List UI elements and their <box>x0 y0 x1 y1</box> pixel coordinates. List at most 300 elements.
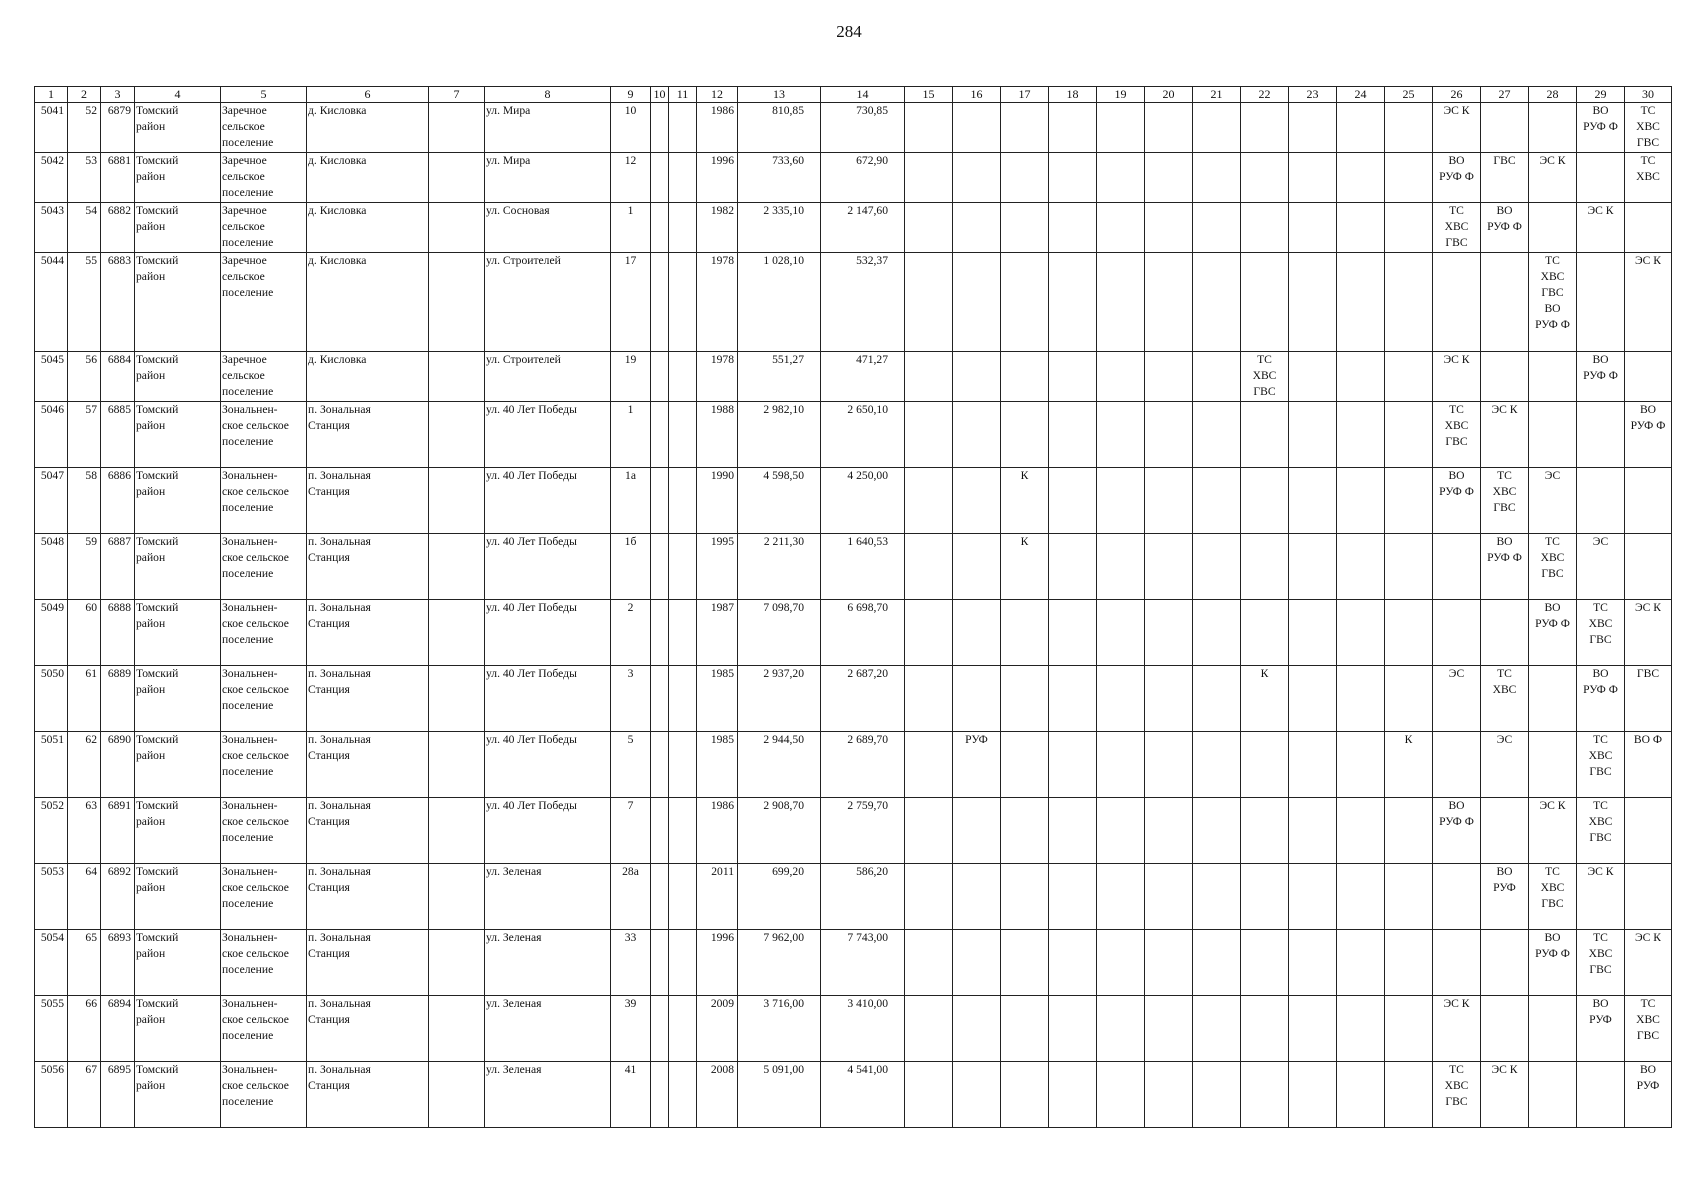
cell-col-2: 65 <box>68 930 101 996</box>
column-header-18: 18 <box>1049 87 1097 103</box>
table-row <box>35 666 1672 732</box>
cell-col-2: 55 <box>68 253 101 352</box>
cell-col-3: 6894 <box>101 996 135 1062</box>
cell-col-26: ВО РУФ Ф <box>1433 153 1481 203</box>
cell-col-21 <box>1193 534 1241 600</box>
cell-col-23 <box>1289 666 1337 732</box>
cell-col-14: 672,90 <box>821 153 905 203</box>
cell-col-27 <box>1481 600 1529 666</box>
cell-col-11 <box>669 996 697 1062</box>
cell-col-16 <box>953 864 1001 930</box>
cell-col-29: ВО РУФ Ф <box>1577 666 1625 732</box>
cell-col-18 <box>1049 468 1097 534</box>
cell-col-1: 5053 <box>35 864 68 930</box>
cell-col-26: ЭС К <box>1433 103 1481 153</box>
cell-col-7 <box>429 996 485 1062</box>
cell-col-18 <box>1049 253 1097 352</box>
column-header-27: 27 <box>1481 87 1529 103</box>
cell-col-15 <box>905 930 953 996</box>
cell-col-2: 52 <box>68 103 101 153</box>
cell-col-21 <box>1193 402 1241 468</box>
cell-col-23 <box>1289 732 1337 798</box>
page-number: 284 <box>836 22 862 41</box>
column-header-20: 20 <box>1145 87 1193 103</box>
cell-col-7 <box>429 253 485 352</box>
cell-col-12: 1995 <box>697 534 738 600</box>
cell-col-2: 67 <box>68 1062 101 1128</box>
cell-col-19 <box>1097 534 1145 600</box>
cell-col-6: п. Зональная Станция <box>307 930 429 996</box>
column-header-5: 5 <box>221 87 307 103</box>
cell-col-10 <box>651 203 669 253</box>
cell-col-24 <box>1337 1062 1385 1128</box>
cell-col-9: 19 <box>611 352 651 402</box>
cell-col-17 <box>1001 402 1049 468</box>
cell-col-29: ТС ХВС ГВС <box>1577 732 1625 798</box>
cell-col-5: Зональнен- ское сельское поселение <box>221 534 307 600</box>
table-row <box>35 1062 1672 1128</box>
cell-col-12: 1990 <box>697 468 738 534</box>
cell-col-10 <box>651 468 669 534</box>
cell-col-3: 6895 <box>101 1062 135 1128</box>
table-row <box>35 402 1672 468</box>
cell-col-24 <box>1337 103 1385 153</box>
cell-col-16 <box>953 1062 1001 1128</box>
column-header-3: 3 <box>101 87 135 103</box>
cell-col-16 <box>953 402 1001 468</box>
table-row <box>35 153 1672 203</box>
cell-col-7 <box>429 203 485 253</box>
cell-col-6: д. Кисловка <box>307 103 429 153</box>
cell-col-29 <box>1577 1062 1625 1128</box>
cell-col-8: ул. Сосновая <box>485 203 611 253</box>
cell-col-9: 17 <box>611 253 651 352</box>
cell-col-26: ВО РУФ Ф <box>1433 798 1481 864</box>
cell-col-16 <box>953 666 1001 732</box>
cell-col-14: 2 687,20 <box>821 666 905 732</box>
cell-col-17 <box>1001 798 1049 864</box>
cell-col-12: 1986 <box>697 798 738 864</box>
cell-col-27: ЭС К <box>1481 1062 1529 1128</box>
cell-col-4: Томский район <box>135 103 221 153</box>
cell-col-13: 2 211,30 <box>738 534 821 600</box>
cell-col-24 <box>1337 996 1385 1062</box>
cell-col-8: ул. Строителей <box>485 253 611 352</box>
cell-col-18 <box>1049 103 1097 153</box>
cell-col-13: 733,60 <box>738 153 821 203</box>
cell-col-14: 4 250,00 <box>821 468 905 534</box>
cell-col-15 <box>905 732 953 798</box>
cell-col-5: Заречное сельское поселение <box>221 153 307 203</box>
cell-col-9: 39 <box>611 996 651 1062</box>
cell-col-30: ТС ХВС ГВС <box>1625 996 1672 1062</box>
cell-col-29: ТС ХВС ГВС <box>1577 930 1625 996</box>
cell-col-26: ВО РУФ Ф <box>1433 468 1481 534</box>
cell-col-21 <box>1193 930 1241 996</box>
cell-col-17: К <box>1001 534 1049 600</box>
cell-col-22: ТС ХВС ГВС <box>1241 352 1289 402</box>
cell-col-25 <box>1385 402 1433 468</box>
cell-col-2: 54 <box>68 203 101 253</box>
cell-col-1: 5049 <box>35 600 68 666</box>
cell-col-25: К <box>1385 732 1433 798</box>
cell-col-5: Зональнен- ское сельское поселение <box>221 468 307 534</box>
cell-col-20 <box>1145 996 1193 1062</box>
cell-col-8: ул. 40 Лет Победы <box>485 732 611 798</box>
cell-col-11 <box>669 930 697 996</box>
cell-col-30: ЭС К <box>1625 600 1672 666</box>
cell-col-16: РУФ <box>953 732 1001 798</box>
cell-col-14: 730,85 <box>821 103 905 153</box>
cell-col-27: ЭС <box>1481 732 1529 798</box>
column-header-28: 28 <box>1529 87 1577 103</box>
cell-col-24 <box>1337 732 1385 798</box>
cell-col-18 <box>1049 203 1097 253</box>
cell-col-18 <box>1049 1062 1097 1128</box>
cell-col-10 <box>651 732 669 798</box>
cell-col-26: ТС ХВС ГВС <box>1433 1062 1481 1128</box>
column-header-1: 1 <box>35 87 68 103</box>
cell-col-3: 6892 <box>101 864 135 930</box>
cell-col-9: 10 <box>611 103 651 153</box>
cell-col-13: 4 598,50 <box>738 468 821 534</box>
cell-col-24 <box>1337 798 1385 864</box>
cell-col-25 <box>1385 996 1433 1062</box>
cell-col-9: 3 <box>611 666 651 732</box>
cell-col-13: 2 937,20 <box>738 666 821 732</box>
cell-col-29: ВО РУФ Ф <box>1577 103 1625 153</box>
cell-col-4: Томский район <box>135 468 221 534</box>
cell-col-10 <box>651 534 669 600</box>
cell-col-18 <box>1049 600 1097 666</box>
column-header-12: 12 <box>697 87 738 103</box>
cell-col-28: ВО РУФ Ф <box>1529 930 1577 996</box>
cell-col-26 <box>1433 930 1481 996</box>
column-header-10: 10 <box>651 87 669 103</box>
cell-col-28 <box>1529 732 1577 798</box>
cell-col-7 <box>429 153 485 203</box>
cell-col-8: ул. Мира <box>485 103 611 153</box>
cell-col-4: Томский район <box>135 402 221 468</box>
cell-col-19 <box>1097 798 1145 864</box>
cell-col-15 <box>905 1062 953 1128</box>
cell-col-8: ул. 40 Лет Победы <box>485 534 611 600</box>
cell-col-19 <box>1097 996 1145 1062</box>
cell-col-20 <box>1145 103 1193 153</box>
cell-col-4: Томский район <box>135 864 221 930</box>
cell-col-8: ул. Строителей <box>485 352 611 402</box>
cell-col-27: ВО РУФ Ф <box>1481 534 1529 600</box>
cell-col-10 <box>651 798 669 864</box>
cell-col-4: Томский район <box>135 798 221 864</box>
cell-col-12: 2009 <box>697 996 738 1062</box>
column-header-8: 8 <box>485 87 611 103</box>
cell-col-26: ЭС К <box>1433 996 1481 1062</box>
cell-col-18 <box>1049 352 1097 402</box>
table-row <box>35 352 1672 402</box>
cell-col-7 <box>429 666 485 732</box>
cell-col-11 <box>669 153 697 203</box>
column-header-11: 11 <box>669 87 697 103</box>
cell-col-9: 1 <box>611 402 651 468</box>
cell-col-22 <box>1241 600 1289 666</box>
cell-col-2: 62 <box>68 732 101 798</box>
cell-col-22: К <box>1241 666 1289 732</box>
cell-col-19 <box>1097 203 1145 253</box>
cell-col-19 <box>1097 402 1145 468</box>
cell-col-13: 2 944,50 <box>738 732 821 798</box>
cell-col-20 <box>1145 203 1193 253</box>
cell-col-29: ЭС К <box>1577 203 1625 253</box>
cell-col-6: п. Зональная Станция <box>307 468 429 534</box>
cell-col-11 <box>669 103 697 153</box>
cell-col-17 <box>1001 732 1049 798</box>
cell-col-10 <box>651 996 669 1062</box>
cell-col-8: ул. 40 Лет Победы <box>485 798 611 864</box>
cell-col-4: Томский район <box>135 600 221 666</box>
cell-col-20 <box>1145 930 1193 996</box>
cell-col-22 <box>1241 930 1289 996</box>
cell-col-13: 7 098,70 <box>738 600 821 666</box>
cell-col-8: ул. 40 Лет Победы <box>485 468 611 534</box>
cell-col-14: 6 698,70 <box>821 600 905 666</box>
cell-col-24 <box>1337 930 1385 996</box>
cell-col-1: 5048 <box>35 534 68 600</box>
cell-col-25 <box>1385 153 1433 203</box>
cell-col-1: 5046 <box>35 402 68 468</box>
cell-col-27: ГВС <box>1481 153 1529 203</box>
cell-col-6: п. Зональная Станция <box>307 996 429 1062</box>
cell-col-5: Зональнен- ское сельское поселение <box>221 732 307 798</box>
cell-col-14: 532,37 <box>821 253 905 352</box>
cell-col-13: 1 028,10 <box>738 253 821 352</box>
cell-col-13: 3 716,00 <box>738 996 821 1062</box>
cell-col-6: п. Зональная Станция <box>307 666 429 732</box>
cell-col-8: ул. 40 Лет Победы <box>485 666 611 732</box>
cell-col-16 <box>953 468 1001 534</box>
cell-col-22 <box>1241 253 1289 352</box>
cell-col-25 <box>1385 600 1433 666</box>
column-header-17: 17 <box>1001 87 1049 103</box>
cell-col-1: 5052 <box>35 798 68 864</box>
cell-col-16 <box>953 352 1001 402</box>
cell-col-26: ЭС <box>1433 666 1481 732</box>
cell-col-16 <box>953 930 1001 996</box>
cell-col-21 <box>1193 798 1241 864</box>
cell-col-19 <box>1097 930 1145 996</box>
cell-col-23 <box>1289 930 1337 996</box>
cell-col-12: 1978 <box>697 253 738 352</box>
cell-col-27 <box>1481 103 1529 153</box>
cell-col-15 <box>905 103 953 153</box>
cell-col-1: 5055 <box>35 996 68 1062</box>
cell-col-17 <box>1001 930 1049 996</box>
cell-col-22 <box>1241 402 1289 468</box>
cell-col-16 <box>953 600 1001 666</box>
housing-registry-table <box>34 86 1672 1128</box>
cell-col-8: ул. Зеленая <box>485 864 611 930</box>
cell-col-3: 6893 <box>101 930 135 996</box>
cell-col-11 <box>669 732 697 798</box>
column-header-15: 15 <box>905 87 953 103</box>
cell-col-29: ВО РУФ Ф <box>1577 352 1625 402</box>
cell-col-15 <box>905 666 953 732</box>
cell-col-9: 33 <box>611 930 651 996</box>
cell-col-22 <box>1241 732 1289 798</box>
cell-col-21 <box>1193 864 1241 930</box>
cell-col-11 <box>669 253 697 352</box>
cell-col-6: п. Зональная Станция <box>307 798 429 864</box>
cell-col-12: 1985 <box>697 666 738 732</box>
cell-col-19 <box>1097 352 1145 402</box>
table-row <box>35 732 1672 798</box>
cell-col-8: ул. 40 Лет Победы <box>485 600 611 666</box>
cell-col-2: 56 <box>68 352 101 402</box>
cell-col-15 <box>905 203 953 253</box>
cell-col-12: 1985 <box>697 732 738 798</box>
cell-col-13: 699,20 <box>738 864 821 930</box>
cell-col-11 <box>669 534 697 600</box>
cell-col-19 <box>1097 666 1145 732</box>
cell-col-20 <box>1145 402 1193 468</box>
cell-col-6: д. Кисловка <box>307 352 429 402</box>
cell-col-24 <box>1337 534 1385 600</box>
cell-col-29: ТС ХВС ГВС <box>1577 798 1625 864</box>
cell-col-13: 5 091,00 <box>738 1062 821 1128</box>
cell-col-23 <box>1289 253 1337 352</box>
cell-col-21 <box>1193 1062 1241 1128</box>
cell-col-11 <box>669 666 697 732</box>
cell-col-17 <box>1001 864 1049 930</box>
cell-col-5: Заречное сельское поселение <box>221 203 307 253</box>
cell-col-21 <box>1193 666 1241 732</box>
cell-col-7 <box>429 534 485 600</box>
cell-col-2: 53 <box>68 153 101 203</box>
cell-col-11 <box>669 203 697 253</box>
cell-col-26 <box>1433 864 1481 930</box>
cell-col-15 <box>905 253 953 352</box>
cell-col-30 <box>1625 352 1672 402</box>
cell-col-3: 6887 <box>101 534 135 600</box>
cell-col-17 <box>1001 253 1049 352</box>
cell-col-10 <box>651 253 669 352</box>
cell-col-27 <box>1481 996 1529 1062</box>
cell-col-19 <box>1097 103 1145 153</box>
cell-col-20 <box>1145 666 1193 732</box>
cell-col-9: 7 <box>611 798 651 864</box>
table-row <box>35 103 1672 153</box>
cell-col-9: 1 <box>611 203 651 253</box>
cell-col-28: ТС ХВС ГВС ВО РУФ Ф <box>1529 253 1577 352</box>
cell-col-26 <box>1433 253 1481 352</box>
cell-col-27: ЭС К <box>1481 402 1529 468</box>
cell-col-15 <box>905 534 953 600</box>
cell-col-6: п. Зональная Станция <box>307 1062 429 1128</box>
cell-col-17 <box>1001 1062 1049 1128</box>
cell-col-25 <box>1385 798 1433 864</box>
cell-col-7 <box>429 732 485 798</box>
cell-col-14: 586,20 <box>821 864 905 930</box>
cell-col-28: ТС ХВС ГВС <box>1529 864 1577 930</box>
cell-col-3: 6879 <box>101 103 135 153</box>
cell-col-28 <box>1529 666 1577 732</box>
cell-col-9: 5 <box>611 732 651 798</box>
cell-col-17 <box>1001 600 1049 666</box>
cell-col-22 <box>1241 798 1289 864</box>
cell-col-30: ГВС <box>1625 666 1672 732</box>
cell-col-11 <box>669 600 697 666</box>
cell-col-24 <box>1337 253 1385 352</box>
cell-col-28: ЭС К <box>1529 153 1577 203</box>
cell-col-11 <box>669 798 697 864</box>
cell-col-19 <box>1097 732 1145 798</box>
cell-col-23 <box>1289 352 1337 402</box>
cell-col-13: 2 982,10 <box>738 402 821 468</box>
cell-col-22 <box>1241 468 1289 534</box>
cell-col-24 <box>1337 666 1385 732</box>
cell-col-4: Томский район <box>135 732 221 798</box>
cell-col-23 <box>1289 468 1337 534</box>
cell-col-25 <box>1385 930 1433 996</box>
cell-col-17 <box>1001 352 1049 402</box>
column-header-29: 29 <box>1577 87 1625 103</box>
cell-col-3: 6885 <box>101 402 135 468</box>
table-row <box>35 600 1672 666</box>
cell-col-19 <box>1097 468 1145 534</box>
cell-col-13: 551,27 <box>738 352 821 402</box>
cell-col-25 <box>1385 352 1433 402</box>
cell-col-25 <box>1385 253 1433 352</box>
cell-col-27: ВО РУФ Ф <box>1481 203 1529 253</box>
cell-col-2: 66 <box>68 996 101 1062</box>
cell-col-28: ВО РУФ Ф <box>1529 600 1577 666</box>
cell-col-30 <box>1625 798 1672 864</box>
cell-col-25 <box>1385 203 1433 253</box>
cell-col-25 <box>1385 1062 1433 1128</box>
cell-col-2: 57 <box>68 402 101 468</box>
cell-col-3: 6886 <box>101 468 135 534</box>
table-row <box>35 253 1672 352</box>
cell-col-6: д. Кисловка <box>307 253 429 352</box>
cell-col-1: 5051 <box>35 732 68 798</box>
column-number-row <box>35 87 1672 103</box>
cell-col-22 <box>1241 153 1289 203</box>
cell-col-4: Томский район <box>135 996 221 1062</box>
cell-col-5: Заречное сельское поселение <box>221 253 307 352</box>
column-header-25: 25 <box>1385 87 1433 103</box>
cell-col-23 <box>1289 534 1337 600</box>
cell-col-2: 60 <box>68 600 101 666</box>
cell-col-4: Томский район <box>135 1062 221 1128</box>
cell-col-30: ВО РУФ <box>1625 1062 1672 1128</box>
cell-col-10 <box>651 864 669 930</box>
cell-col-10 <box>651 402 669 468</box>
cell-col-17 <box>1001 103 1049 153</box>
cell-col-17 <box>1001 203 1049 253</box>
cell-col-8: ул. Зеленая <box>485 1062 611 1128</box>
table-row <box>35 996 1672 1062</box>
column-header-13: 13 <box>738 87 821 103</box>
column-header-23: 23 <box>1289 87 1337 103</box>
cell-col-10 <box>651 666 669 732</box>
cell-col-18 <box>1049 153 1097 203</box>
cell-col-21 <box>1193 468 1241 534</box>
cell-col-11 <box>669 1062 697 1128</box>
cell-col-1: 5045 <box>35 352 68 402</box>
cell-col-19 <box>1097 864 1145 930</box>
cell-col-20 <box>1145 352 1193 402</box>
column-header-16: 16 <box>953 87 1001 103</box>
